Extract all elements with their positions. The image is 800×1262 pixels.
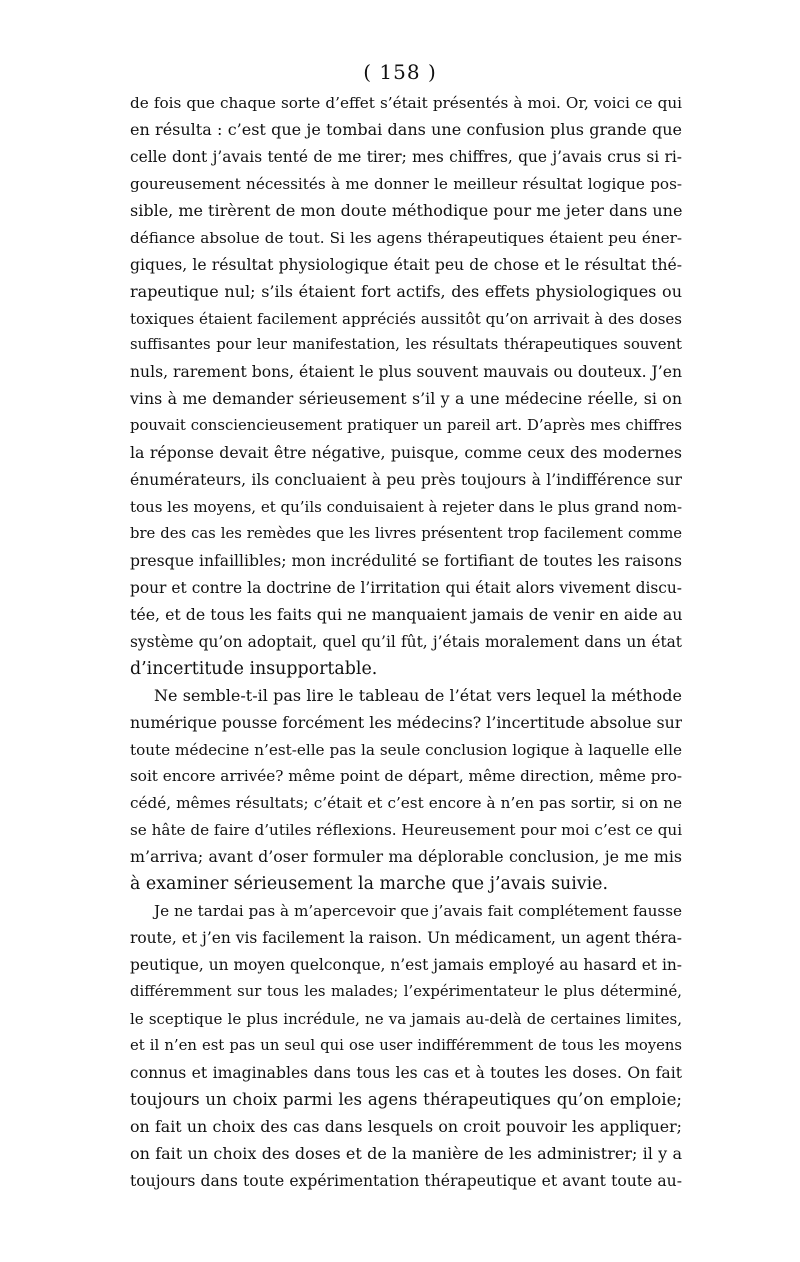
text-line: on fait un choix des cas dans lesquels on croit pouvoir les appliquer; [130,1116,682,1136]
text-line: numérique pousse forcément les médecins? l’incertitude absolue sur [130,712,682,732]
text-line: peutique, un moyen quelconque, n’est jamais employé au hasard et in- [130,956,682,974]
text-line: vins à me demander sérieusement s’il y a une médecine réelle, si on [130,389,682,409]
text-line: toute médecine n’est-elle pas la seule conclusion logique à laquelle elle [130,740,682,759]
text-line: Ne semble-t-il pas lire le tableau de l’état vers lequel la méthode [154,685,682,705]
text-line: on fait un choix des doses et de la manière de les administrer; il y a [130,1143,682,1163]
text-line: énumérateurs, ils concluaient à peu près toujours à l’indifférence sur [130,471,682,490]
text-line: suffisantes pour leur manifestation, les résultats thérapeutiques souvent [130,336,682,354]
text-line: cédé, mêmes résultats; c’était et c’est encore à n’en pas sortir, si on ne [130,794,682,813]
text-line: toujours un choix parmi les agens thérapeutiques qu’on emploie; [130,1089,682,1109]
text-line: et il n’en est pas un seul qui ose user indifféremment de tous les moyens [130,1036,682,1054]
text-line: à examiner sérieusement la marche que j’avais suivie. [130,874,608,895]
text-line: différemment sur tous les malades; l’expérimentateur le plus déterminé, [130,982,682,1000]
text-line: pouvait consciencieusement pratiquer un pareil art. D’après mes chiffres [130,417,682,435]
text-line: giques, le résultat physiologique était peu de chose et le résultat thé- [130,255,682,274]
text-line: en résulta : c’est que je tombai dans une confusion plus grande que [130,119,682,139]
text-line: bre des cas les remèdes que les livres présentent trop facilement comme [130,525,682,542]
text-line: système qu’on adoptait, quel qu’il fût, j’étais moralement dans un état [130,632,682,651]
page-number: ( 158 ) [363,60,437,84]
text-line: défiance absolue de tout. Si les agens thérapeutiques étaient peu éner- [130,228,682,247]
text-line: Je ne tardai pas à m’apercevoir que j’avais fait complétement fausse [154,902,682,921]
text-line: tous les moyens, et qu’ils conduisaient à rejeter dans le plus grand nom- [130,498,682,517]
text-line: tée, et de tous les faits qui ne manquaient jamais de venir en aide au [130,604,682,624]
text-line: rapeutique nul; s’ils étaient fort actifs, des effets physiologiques ou [130,281,682,301]
body-text [130,90,682,1194]
text-line: toujours dans toute expérimentation thérapeutique et avant toute au- [130,1171,682,1190]
text-line: de fois que chaque sorte d’effet s’était présentés à moi. Or, voici ce qui [130,94,682,112]
text-line: presque infaillibles; mon incrédulité se fortifiant de toutes les raisons [130,551,682,570]
text-line: connus et imaginables dans tous les cas et à toutes les doses. On fait [130,1063,682,1082]
text-line: route, et j’en vis facilement la raison. Un médicament, un agent théra- [130,929,682,948]
text-line: soit encore arrivée? même point de départ, même direction, même pro- [130,767,682,786]
text-line: pour et contre la doctrine de l’irritation qui était alors vivement discu- [130,578,682,597]
text-line: m’arriva; avant d’oser formuler ma déplorable conclusion, je me mis [130,847,682,867]
text-line: sible, me tirèrent de mon doute méthodique pour me jeter dans une [130,200,682,220]
text-line: celle dont j’avais tenté de me tirer; mes chiffres, que j’avais crus si ri- [130,147,682,166]
text-line: le sceptique le plus incrédule, ne va jamais au-delà de certaines limites, [130,1009,682,1028]
text-line: toxiques étaient facilement appréciés aussitôt qu’on arrivait à des doses [130,309,682,328]
text-line: nuls, rarement bons, étaient le plus souvent mauvais ou douteux. J’en [130,363,682,382]
text-line: se hâte de faire d’utiles réflexions. Heureusement pour moi c’est ce qui [130,821,682,840]
text-line: la réponse devait être négative, puisque, comme ceux des modernes [130,443,682,463]
text-line: goureusement nécessités à me donner le meilleur résultat logique pos- [130,174,682,193]
text-line: d’incertitude insupportable. [130,658,378,679]
